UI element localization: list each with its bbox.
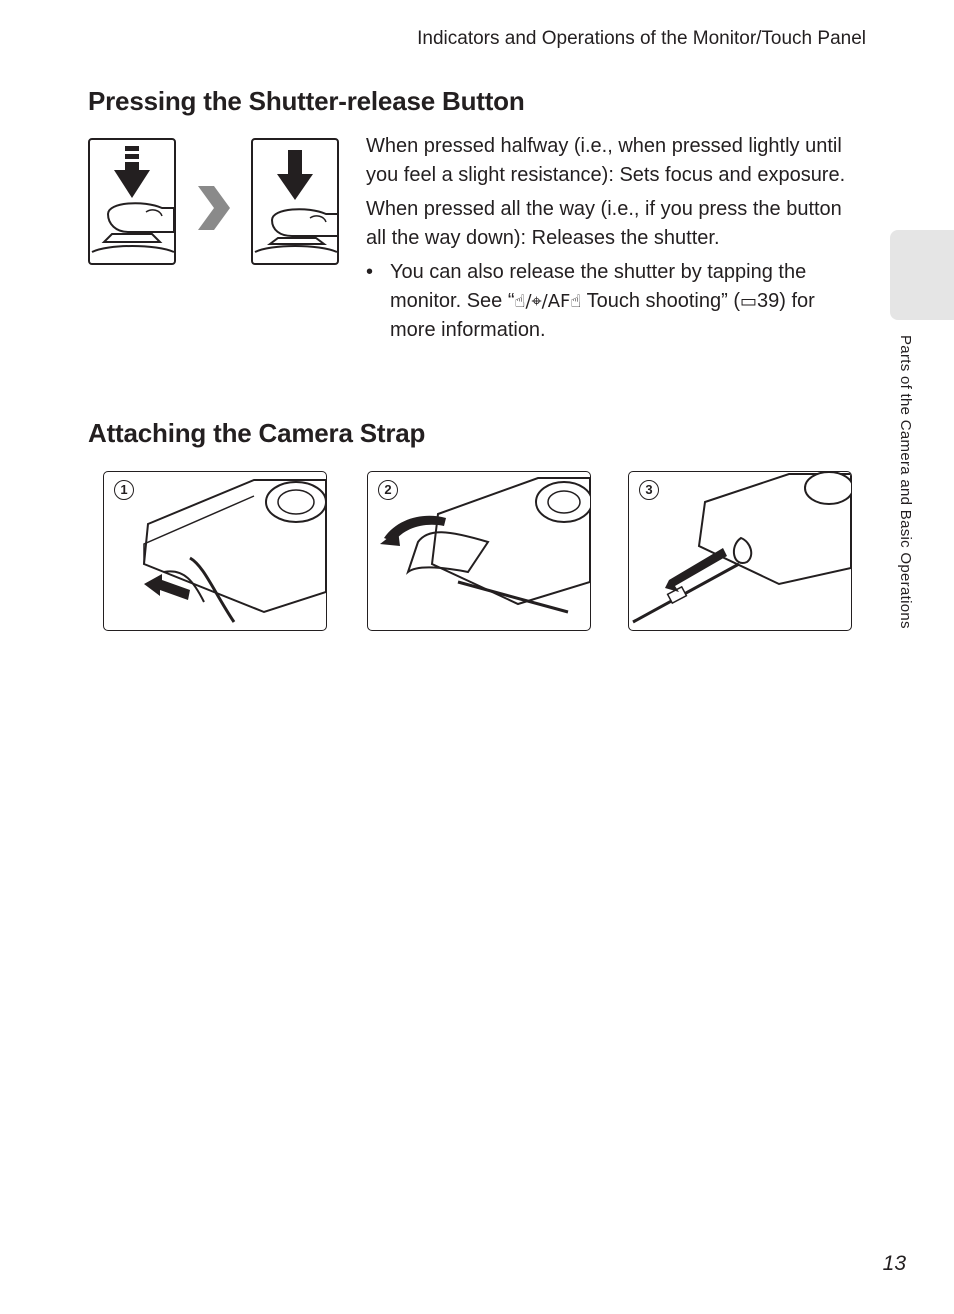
touch-shooting-note: [366, 258, 864, 345]
reference-page: 39: [757, 289, 780, 312]
strap-step-3-illustration: [628, 471, 852, 631]
note-text-start: You can also release the shutter by tapping the monitor. See “: [390, 261, 807, 312]
camera-strap-drawing-2: [368, 472, 590, 630]
progress-arrow: [198, 186, 230, 230]
note-text-middle: Touch shooting” (: [581, 289, 740, 312]
touch-shooting-icons: ☝/⌖/AF☝: [514, 290, 582, 312]
chapter-tab: [890, 230, 954, 320]
book-reference-icon: ▭: [740, 290, 758, 312]
step-number-3: 3: [639, 480, 659, 500]
note-text-end: ) for more information.: [390, 289, 815, 341]
shutter-section-title: Pressing the Shutter-release Button: [88, 86, 525, 116]
running-header: Indicators and Operations of the Monitor/Touch Panel: [417, 28, 866, 49]
shutter-press-illustration: [88, 138, 340, 268]
camera-strap-drawing-1: [104, 472, 326, 630]
strap-section-title: Attaching the Camera Strap: [88, 418, 426, 448]
full-press-text: When pressed all the way (i.e., if you press the button all the way down): Releases the shutter.: [366, 198, 842, 249]
page-number: 13: [882, 1252, 906, 1275]
bullet-marker: •: [366, 261, 374, 283]
step-number-1: 1: [114, 480, 134, 500]
full-press-panel: [252, 139, 338, 264]
strap-step-2-illustration: [367, 471, 591, 631]
camera-strap-drawing-3: [629, 472, 851, 630]
half-press-panel: [89, 139, 175, 264]
step-number-2: 2: [378, 480, 398, 500]
shutter-description: [366, 132, 864, 345]
strap-step-1-illustration: [103, 471, 327, 631]
chapter-label: Parts of the Camera and Basic Operations: [897, 335, 914, 629]
half-press-text: When pressed halfway (i.e., when pressed lightly until you feel a slight resistance): Sets focus and exposure.: [366, 135, 846, 186]
